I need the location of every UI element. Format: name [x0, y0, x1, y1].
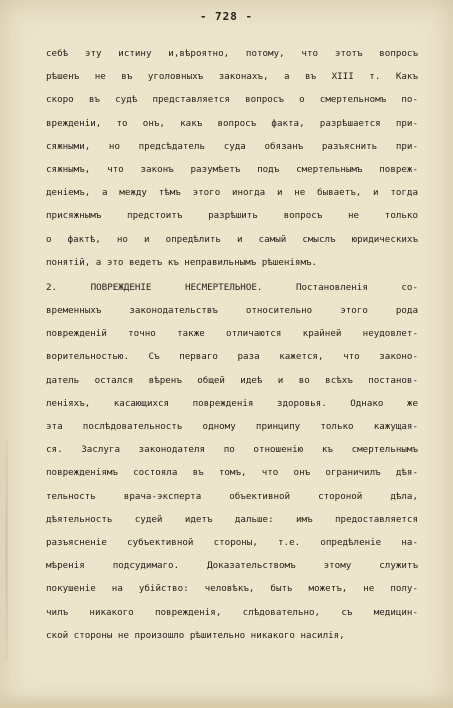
text-line: мѣренія подсудимаго. Доказательствомъ этому служитъ	[46, 560, 418, 572]
paper-bottom-edge	[0, 694, 453, 708]
text-line: понятій, а это ведетъ къ неправильнымъ рѣшеніямъ.	[46, 256, 318, 268]
text-line: временныхъ законодательствъ относительно этого рода	[46, 305, 418, 317]
text-line: ворительностью. Съ перваго раза кажется, что законо-	[46, 351, 418, 363]
text-line: датель остался вѣренъ общей идеѣ и во всѣхъ постанов-	[46, 374, 418, 386]
text-line: покушеніе на убійство: человѣкъ, быть можетъ, не полу-	[46, 583, 418, 595]
text-line: себѣ эту истину и,вѣроятно, потому, что этотъ вопросъ	[46, 48, 418, 59]
text-line: ся. Заслуга законодателя по отношенію къ смертельнымъ	[46, 444, 418, 456]
body-text	[46, 42, 418, 647]
text-line: эта послѣдовательность одному принципу только кажущая-	[46, 421, 418, 432]
text-line: разъясненіе субъективной стороны, т.е. опредѣленіе на-	[46, 536, 418, 548]
text-line: дѣятельность судей идетъ дальше: имъ предоставляется	[46, 513, 418, 525]
text-line: поврежденіямъ состояла въ томъ, что онъ ограничилъ дѣя-	[46, 467, 418, 479]
text-line: врежденіи, то онъ, какъ вопросъ факта, разрѣшается при-	[46, 117, 418, 129]
text-line: леніяхъ, касающихся поврежденія здоровья. Однако же	[46, 397, 418, 409]
section-heading-line: 2. ПОВРЕЖДЕНІЕ НЕСМЕРТЕЛЬНОЕ. Постановленія со-	[46, 281, 418, 293]
text-line: о фактѣ, но и опредѣлить и самый смыслъ юридическихъ	[46, 233, 418, 245]
text-line: поврежденій точно также отличаются крайней неудовлет-	[46, 328, 418, 340]
text-line: присяжнымъ предстоитъ разрѣшить вопросъ не только	[46, 210, 418, 222]
text-line: ской стороны не произошло рѣшительно никакого насилія,	[46, 629, 345, 641]
paper-edge-shadow	[5, 440, 8, 660]
text-line: рѣшенъ не въ уголовныхъ законахъ, а въ XIII т. Какъ	[46, 71, 418, 83]
text-line: сяжными, но предсѣдатель суда обязанъ разъяснить при-	[46, 140, 418, 152]
text-line: чилъ никакого поврежденія, слѣдовательно, съ медицин-	[46, 606, 418, 618]
text-line: тельность врача-эксперта объективной стороной дѣла,	[46, 490, 418, 502]
page-number: - 728 -	[199, 10, 254, 23]
text-line: сяжнымъ, что законъ разумѣетъ подъ смертельнымъ повреж-	[46, 163, 418, 175]
text-line: деніемъ, а между тѣмъ этого иногда и не бываетъ, и тогда	[46, 187, 418, 199]
text-line: скоро въ судѣ представляется вопросъ о смертельномъ по-	[46, 94, 418, 106]
